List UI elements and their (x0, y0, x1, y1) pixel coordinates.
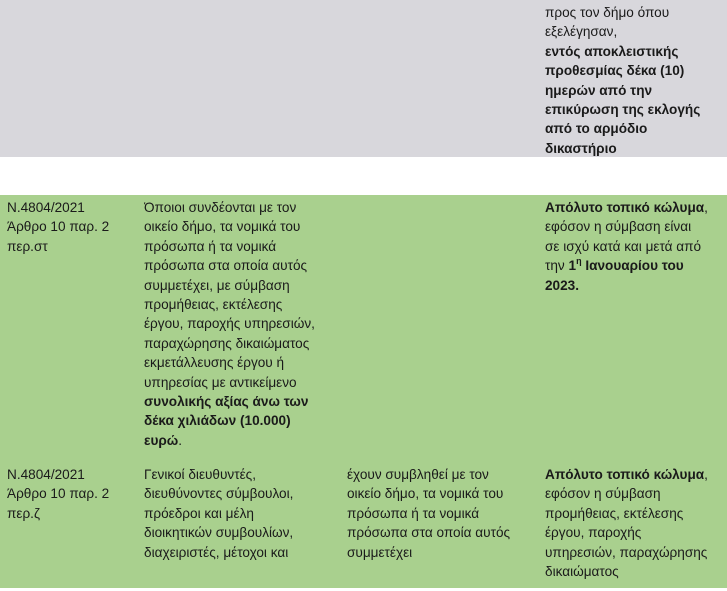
law-reference-cell (7, 198, 135, 465)
text-line: Ν.4804/2021 (7, 200, 85, 215)
text-line: συμμετέχει, με σύμβαση (144, 277, 290, 293)
text-line: εφόσον η σύμβαση είναι (545, 219, 692, 235)
obstacle-cell (545, 465, 725, 591)
text-line-bold: ημερών από την (545, 82, 653, 98)
text-line: υπηρεσιών, παραχώρησης (545, 544, 708, 560)
obstacle-type: Απόλυτο τοπικό κώλυμα (545, 467, 705, 482)
text-line-bold: από το αρμόδιο (545, 121, 648, 137)
text-line: διοικητικών συμβουλίων, (144, 525, 294, 541)
text-line: Απόλυτο τοπικό κώλυμα, (545, 200, 708, 215)
text-line: εξελέγησαν, (545, 24, 618, 40)
text-line: την $1^\eta$ Ιανουαρίου του (545, 256, 684, 274)
text-line: συμμετέχει (347, 544, 413, 560)
text-line: πρόσωπα ή τα νομικά (347, 505, 480, 521)
text-line-bold: προθεσμίας δέκα (10) (545, 63, 685, 79)
text-line: πρόσωπα στα οποία αυτός (144, 258, 308, 274)
text-line-bold: δικαστήριο (545, 140, 617, 156)
text-line-bold: δέκα χιλιάδων (10.000) (144, 413, 291, 429)
text-line: προς τον δήμο όπου (545, 5, 670, 20)
obstacle-type: Απόλυτο τοπικό κώλυμα (545, 200, 705, 215)
text-line: έργου, παροχής υπηρεσιών, (144, 316, 315, 332)
persons-cell (144, 465, 342, 591)
text-line: οικείο δήμο, τα νομικά του (144, 219, 301, 235)
text-line: Ν.4804/2021 (7, 467, 85, 482)
table-row-continuation (0, 0, 727, 157)
text-line: σε ισχύ κατά και μετά από (545, 238, 702, 254)
text-line: έχουν συμβληθεί με τον (347, 467, 489, 482)
text-line: Γενικοί διευθυντές, (144, 467, 256, 482)
text-line-bold: ευρώ. (144, 432, 183, 448)
text-line-bold: εντός αποκλειστικής (545, 43, 679, 59)
text-line: προμήθειας, εκτέλεσης (144, 297, 283, 313)
table-row-z (0, 462, 727, 588)
text-line: Άρθρο 10 παρ. 2 (7, 486, 110, 502)
table-row-st (0, 195, 727, 462)
text-line: παραχώρησης δικαιώματος (144, 335, 310, 351)
text-line: Όποιοι συνδέονται με τον (144, 200, 297, 215)
text-line: προμήθειας, εκτέλεσης (545, 505, 684, 521)
text-line: περ.ζ (7, 505, 40, 521)
text-line: διευθύνοντες σύμβουλοι, (144, 486, 294, 502)
text-line: πρόσωπα ή τα νομικά (144, 238, 277, 254)
obstacle-cell (545, 3, 725, 160)
text-line: πρόσωπα στα οποία αυτός (347, 525, 511, 541)
text-line: εκμετάλλευσης έργου ή (144, 355, 285, 371)
text-line: περ.στ (7, 238, 48, 254)
condition-cell (347, 465, 532, 591)
text-line: πρόεδροι και μέλη (144, 505, 254, 521)
text-line: Απόλυτο τοπικό κώλυμα, (545, 467, 708, 482)
law-reference-cell (7, 465, 135, 591)
text-line: εφόσον η σύμβαση (545, 486, 661, 502)
text-line: οικείο δήμο, τα νομικά του (347, 486, 504, 502)
text-line-bold: 2023. (545, 277, 580, 293)
text-line-bold: επικύρωση της εκλογής (545, 102, 701, 118)
text-line: δικαιώματος (545, 564, 619, 580)
text-line: υπηρεσίας με αντικείμενο (144, 374, 297, 390)
obstacle-cell (545, 198, 725, 465)
text-line: διαχειριστές, μέτοχοι και (144, 544, 289, 560)
text-line: έργου, παροχής (545, 525, 642, 541)
text-line: Άρθρο 10 παρ. 2 (7, 219, 110, 235)
persons-cell (144, 198, 342, 465)
text-line-bold: συνολικής αξίας άνω των (144, 394, 309, 410)
